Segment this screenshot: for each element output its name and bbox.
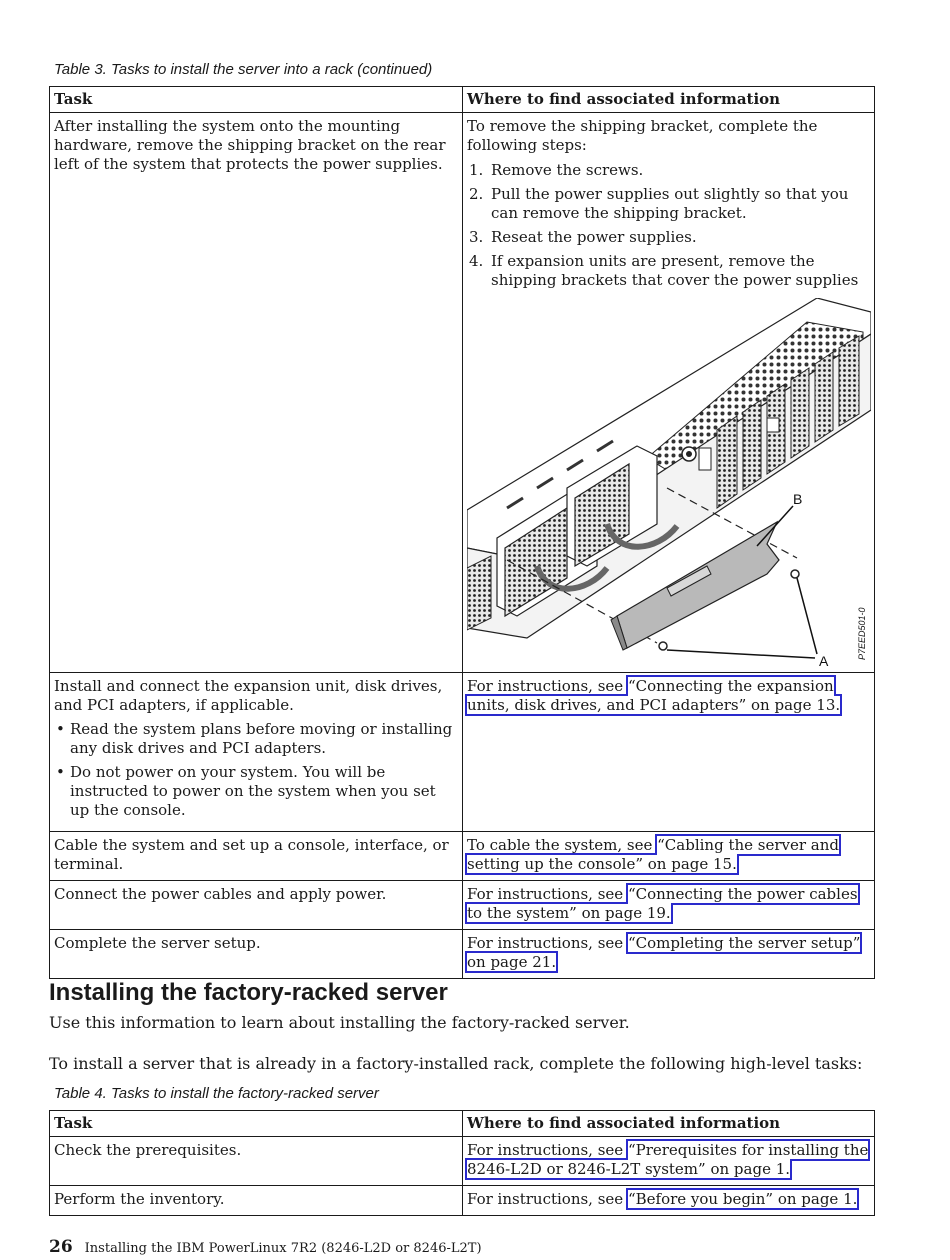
- info-cell: For instructions, see “Connecting the expansion units, disk drives, and PCI adapters” on page 13.: [463, 673, 875, 832]
- steps-intro: To remove the shipping bracket, complete the following steps:: [467, 117, 818, 154]
- table4-header-row: [50, 1111, 875, 1137]
- table3-header-info: Where to find associated information: [463, 87, 875, 113]
- table-row: [50, 832, 875, 881]
- page-footer: [49, 1237, 482, 1257]
- list-item: 4. If expansion units are present, remove the shipping brackets that cover the power supplies: [469, 252, 859, 289]
- table3: [49, 86, 875, 979]
- table-row: [50, 930, 875, 979]
- task-cell: Complete the server setup.: [50, 930, 463, 979]
- table-row: [50, 1137, 875, 1186]
- list-item: 1. Remove the screws.: [469, 161, 644, 179]
- table4-header-info: Where to find associated information: [463, 1111, 875, 1137]
- section-intro: Use this information to learn about installing the factory-racked server.: [49, 1013, 630, 1032]
- table-row: [50, 673, 875, 832]
- info-cell: For instructions, see “Before you begin” on page 1.: [463, 1186, 875, 1216]
- task-text: Install and connect the expansion unit, disk drives, and PCI adapters, if applicable.: [54, 677, 443, 714]
- task-cell: Perform the inventory.: [50, 1186, 463, 1216]
- info-cell: For instructions, see “Connecting the power cables to the system” on page 19.: [463, 881, 875, 930]
- task-text: After installing the system onto the mounting hardware, remove the shipping bracket on the rear left of the system that protects the power supplies.: [54, 117, 446, 173]
- callout-b-label: B: [793, 491, 803, 507]
- task-cell: [50, 673, 463, 832]
- table-row: [50, 881, 875, 930]
- task-cell: [50, 113, 463, 673]
- info-cell: [463, 113, 875, 673]
- footer-text: Installing the IBM PowerLinux 7R2 (8246-L2D or 8246-L2T): [84, 1241, 482, 1256]
- table4: [49, 1110, 875, 1216]
- list-item: • Do not power on your system. You will be instructed to power on the system when you set up the console.: [56, 763, 436, 819]
- table4-header-task: Task: [50, 1111, 463, 1137]
- info-cell: To cable the system, see “Cabling the server and setting up the console” on page 15.: [463, 832, 875, 881]
- shipping-bracket-figure: [467, 298, 871, 668]
- list-item: 3. Reseat the power supplies.: [469, 228, 697, 246]
- table-row: [50, 1186, 875, 1216]
- bullet-list: [54, 720, 458, 820]
- link-completing-setup[interactable]: “Completing the server setup” on page 21.: [467, 934, 861, 971]
- task-cell: Cable the system and set up a console, interface, or terminal.: [50, 832, 463, 881]
- section-instructions: To install a server that is already in a factory-installed rack, complete the following high-level tasks:: [49, 1054, 863, 1073]
- list-item: 2. Pull the power supplies out slightly so that you can remove the shipping bracket.: [469, 185, 849, 222]
- task-cell: Check the prerequisites.: [50, 1137, 463, 1186]
- table-row: [50, 113, 875, 673]
- steps-list: [467, 161, 870, 290]
- section-title: Installing the factory-racked server: [49, 979, 448, 1006]
- callout-a-label: A: [819, 653, 829, 668]
- link-connecting-expansion-units[interactable]: “Connecting the expansion units, disk drives, and PCI adapters” on page 13.: [467, 677, 841, 714]
- task-cell: Connect the power cables and apply power.: [50, 881, 463, 930]
- table3-header-task: Task: [50, 87, 463, 113]
- info-cell: For instructions, see “Completing the server setup” on page 21.: [463, 930, 875, 979]
- link-cabling-server[interactable]: “Cabling the server and setting up the console” on page 15.: [467, 836, 840, 873]
- link-before-you-begin[interactable]: “Before you begin” on page 1.: [627, 1190, 858, 1208]
- info-cell: For instructions, see “Prerequisites for installing the 8246-L2D or 8246-L2T system” on page 1.: [463, 1137, 875, 1186]
- figure-id: P7EED501-0: [857, 607, 867, 660]
- link-prerequisites[interactable]: “Prerequisites for installing the 8246-L2D or 8246-L2T system” on page 1.: [467, 1141, 869, 1178]
- table4-caption: Table 4. Tasks to install the factory-racked server: [54, 1085, 379, 1102]
- list-item: • Read the system plans before moving or installing any disk drives and PCI adapters.: [56, 720, 453, 757]
- page-number: 26: [49, 1237, 73, 1257]
- table3-header-row: [50, 87, 875, 113]
- table3-caption: Table 3. Tasks to install the server into a rack (continued): [54, 61, 433, 78]
- link-connecting-power-cables[interactable]: “Connecting the power cables to the system” on page 19.: [467, 885, 858, 922]
